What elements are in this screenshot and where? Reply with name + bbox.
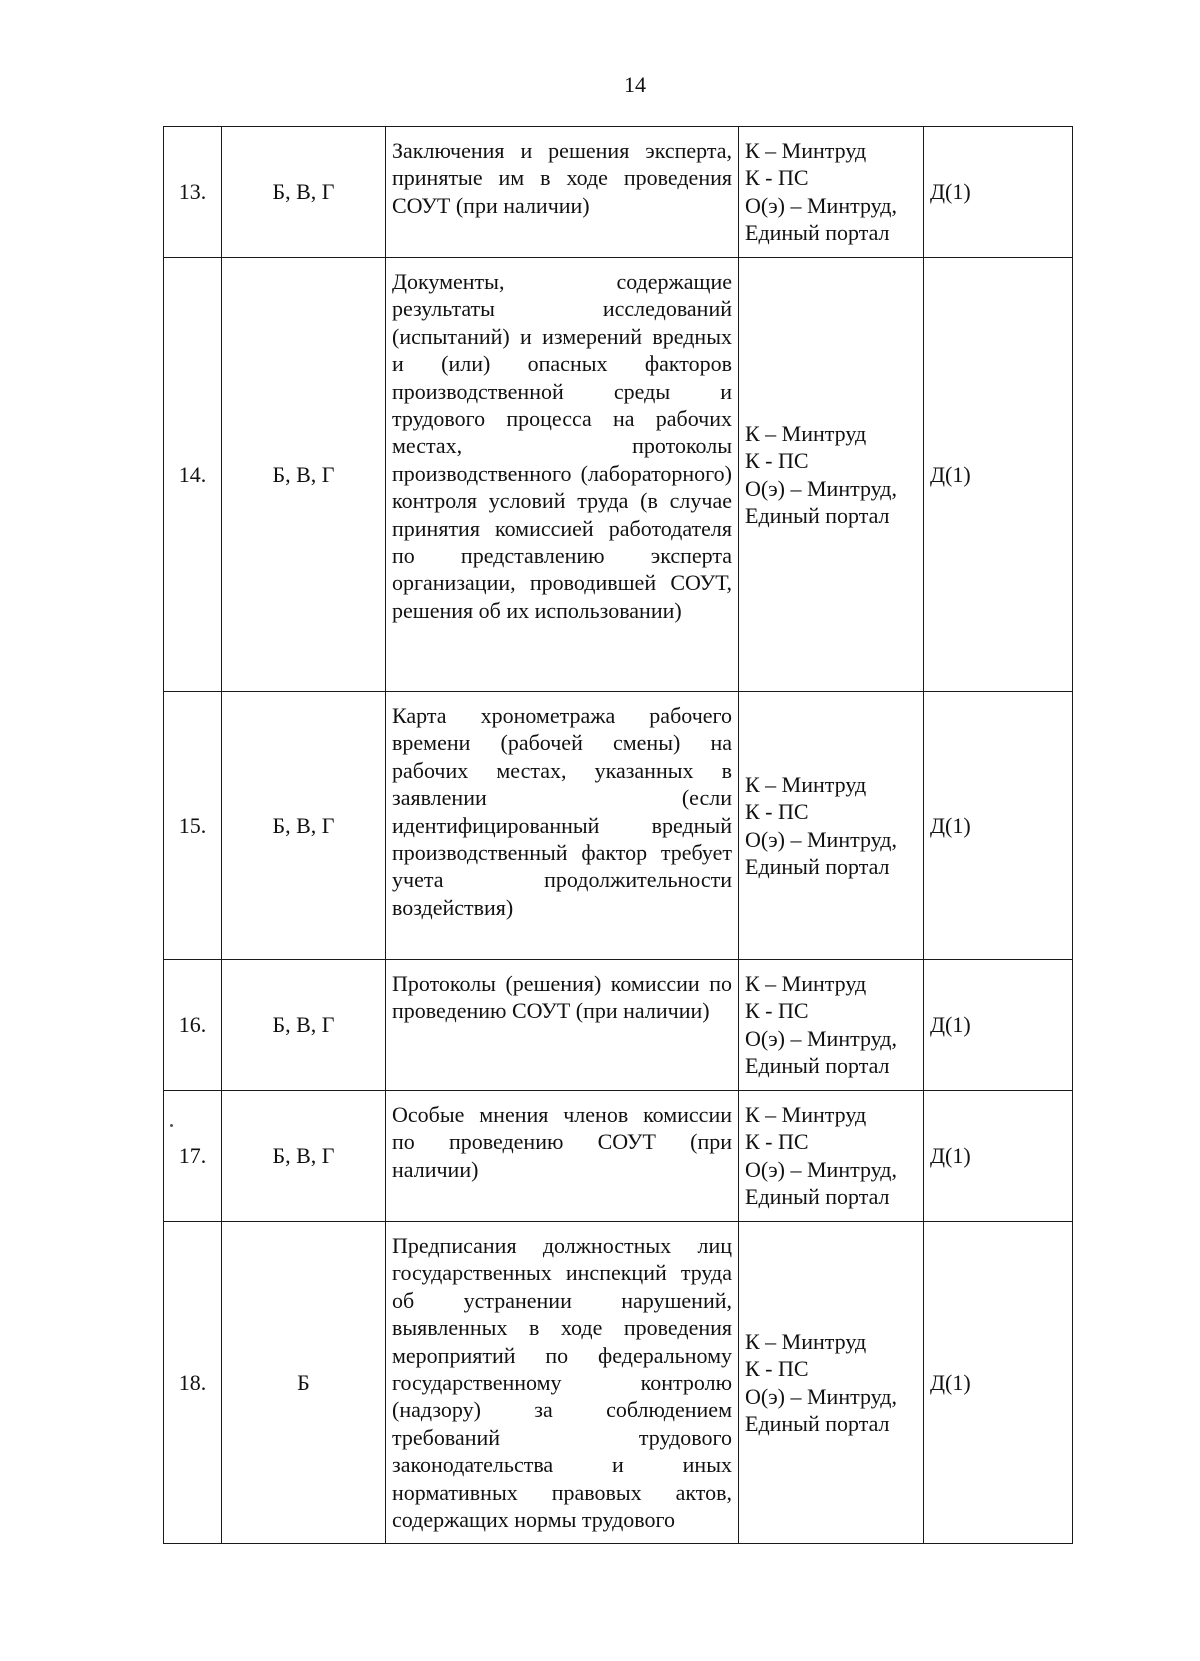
- row-document: Документы, содержащие результаты исследований (испытаний) и измерений вредных и (или) опасных факторов производственной среды и трудового процесса на рабочих местах, протоколы производственного (лабораторного) контроля условий труда (в случае принятия комиссией работодателя по представлению эксперта организации, проводившей СОУТ, решения об их использовании): [392, 269, 732, 623]
- row-sources: [739, 127, 924, 258]
- row-period: Д(1): [924, 258, 1073, 692]
- row-document-cell: [386, 1222, 739, 1544]
- documents-table: [163, 126, 1073, 1544]
- row-document: Протоколы (решения) комиссии по проведению СОУТ (при наличии): [392, 971, 732, 1024]
- table-row: [164, 258, 1073, 692]
- source-line: К - ПС: [745, 448, 809, 474]
- row-category: Б, В, Г: [222, 127, 386, 258]
- source-line: К - ПС: [745, 165, 809, 191]
- table-row: [164, 1222, 1073, 1544]
- row-number: 16.: [164, 960, 222, 1091]
- row-category: Б, В, Г: [222, 1091, 386, 1222]
- source-line: К – Минтруд: [745, 971, 867, 996]
- row-category: Б, В, Г: [222, 692, 386, 960]
- source-line: Единый портал: [745, 220, 890, 246]
- row-sources: [739, 1222, 924, 1544]
- source-line: Единый портал: [745, 1410, 890, 1436]
- row-document-cell: [386, 258, 739, 692]
- row-document: Особые мнения членов комиссии по проведению СОУТ (при наличии): [392, 1102, 732, 1182]
- source-line: О(э) – Минтруд,: [745, 475, 897, 501]
- row-document-cell: [386, 692, 739, 960]
- row-period: Д(1): [924, 1091, 1073, 1222]
- source-line: К - ПС: [745, 1129, 809, 1155]
- source-line: Единый портал: [745, 502, 890, 528]
- source-line: Единый портал: [745, 853, 890, 879]
- source-line: К – Минтруд: [745, 1102, 867, 1127]
- row-category: Б: [222, 1222, 386, 1544]
- source-line: К – Минтруд: [745, 771, 867, 797]
- row-number: 14.: [164, 258, 222, 692]
- row-sources: [739, 692, 924, 960]
- row-number: 13.: [164, 127, 222, 258]
- row-sources: [739, 1091, 924, 1222]
- row-period: Д(1): [924, 692, 1073, 960]
- table-row: [164, 692, 1073, 960]
- source-line: О(э) – Минтруд,: [745, 192, 897, 218]
- source-line: О(э) – Минтруд,: [745, 1156, 897, 1182]
- table-row: [164, 127, 1073, 258]
- scan-speck: [170, 1124, 173, 1127]
- table-row: [164, 960, 1073, 1091]
- source-line: Единый портал: [745, 1053, 890, 1079]
- row-number: 18.: [164, 1222, 222, 1544]
- source-line: О(э) – Минтруд,: [745, 1025, 897, 1051]
- source-line: К - ПС: [745, 799, 809, 825]
- source-line: К – Минтруд: [745, 138, 867, 163]
- row-number: 15.: [164, 692, 222, 960]
- row-document: Заключения и решения эксперта, принятые им в ходе проведения СОУТ (при наличии): [392, 138, 732, 218]
- source-line: К - ПС: [745, 1356, 809, 1382]
- row-period: Д(1): [924, 1222, 1073, 1544]
- row-document-cell: [386, 960, 739, 1091]
- table-row: [164, 1091, 1073, 1222]
- row-number: 17.: [164, 1091, 222, 1222]
- page-number: 14: [624, 72, 646, 97]
- source-line: О(э) – Минтруд,: [745, 1383, 897, 1409]
- row-document-cell: [386, 127, 739, 258]
- row-category: Б, В, Г: [222, 258, 386, 692]
- row-period: Д(1): [924, 127, 1073, 258]
- row-document: Предписания должностных лиц государственных инспекций труда об устранении нарушений, выявленных в ходе проведения мероприятий по федеральному государственному контролю (надзору) за соблюдением требований трудового законодательства и иных нормативных правовых актов, содержащих нормы трудового: [392, 1233, 732, 1533]
- source-line: Единый портал: [745, 1184, 890, 1210]
- row-period: Д(1): [924, 960, 1073, 1091]
- source-line: О(э) – Минтруд,: [745, 826, 897, 852]
- row-sources: [739, 960, 924, 1091]
- source-line: К - ПС: [745, 998, 809, 1024]
- row-document-cell: [386, 1091, 739, 1222]
- row-document: Карта хронометража рабочего времени (рабочей смены) на рабочих местах, указанных в заявлении (если идентифицированный вредный производственный фактор требует учета продолжительности воздействия): [392, 703, 732, 920]
- row-sources: [739, 258, 924, 692]
- source-line: К – Минтруд: [745, 420, 867, 446]
- row-category: Б, В, Г: [222, 960, 386, 1091]
- source-line: К – Минтруд: [745, 1328, 867, 1354]
